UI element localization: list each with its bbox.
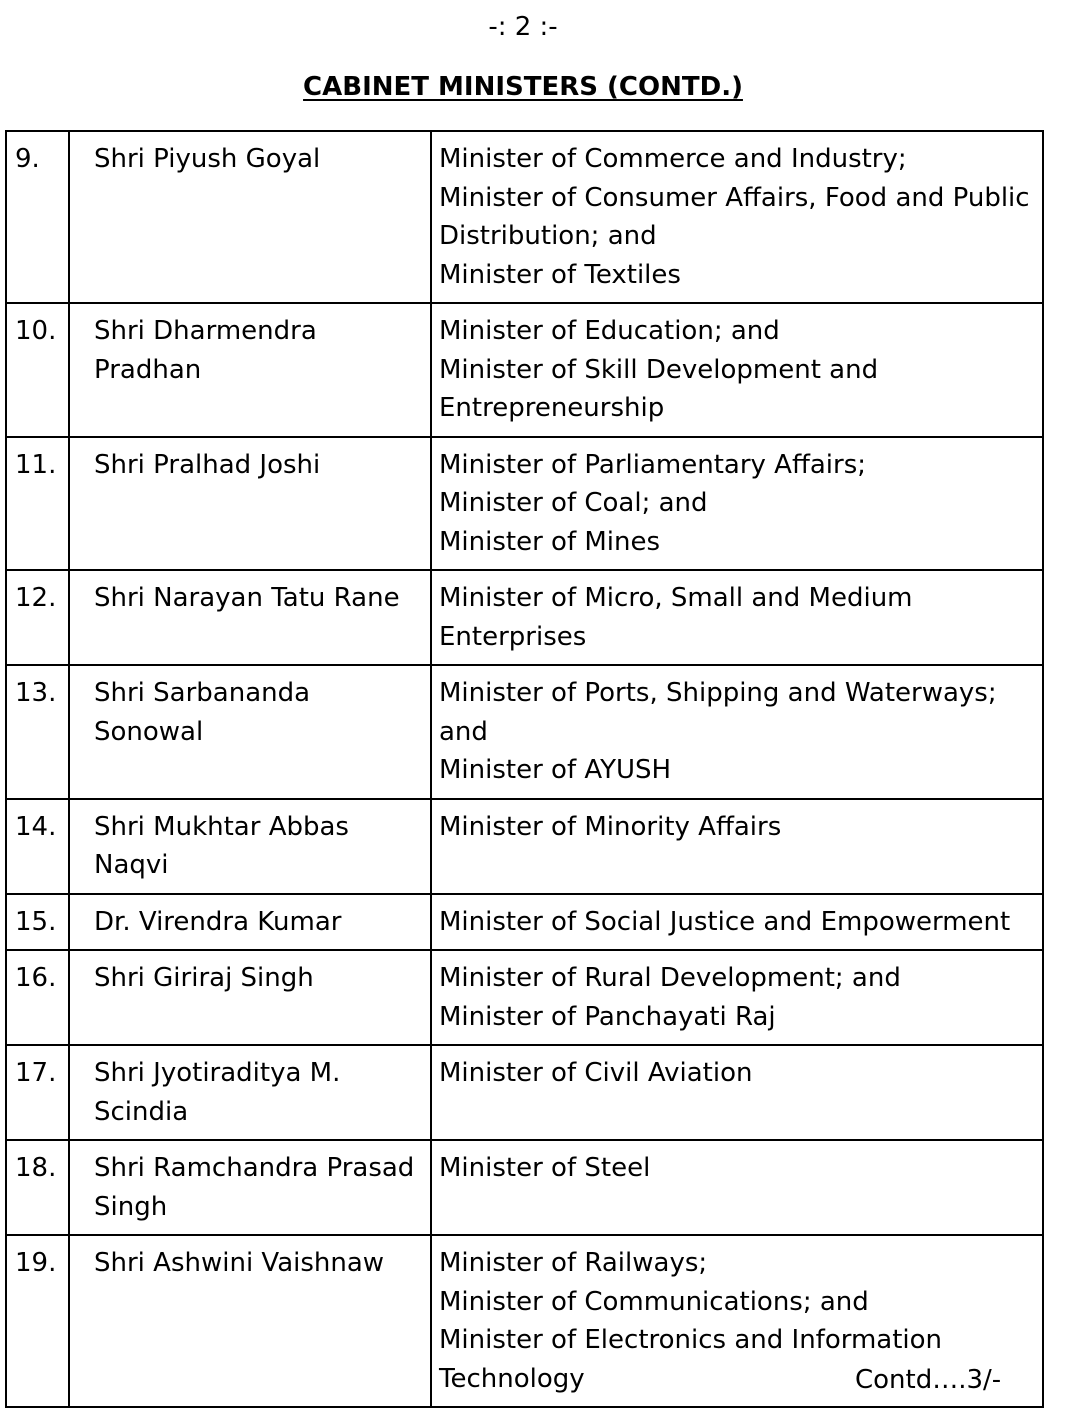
portfolio-cell — [431, 570, 1043, 665]
portfolio-line: Minister of Textiles — [439, 259, 681, 290]
continued-note: Contd….3/- — [855, 1365, 1002, 1395]
table-row — [6, 131, 1043, 303]
portfolio-cell — [431, 131, 1043, 303]
serial-number: 14. — [6, 799, 69, 894]
page-number: -: 2 :- — [488, 12, 558, 42]
minister-name: Shri Ramchandra Prasad Singh — [69, 1140, 431, 1235]
ministers-table — [5, 130, 1044, 1408]
portfolio-line: Minister of Parliamentary Affairs; — [439, 449, 867, 480]
minister-name: Shri Ashwini Vaishnaw — [69, 1235, 431, 1407]
ministers-table-body — [6, 131, 1043, 1407]
serial-number: 19. — [6, 1235, 69, 1407]
portfolio-cell — [431, 1045, 1043, 1140]
portfolio-line: Minister of Education; and — [439, 316, 780, 346]
portfolio-cell — [431, 437, 1043, 571]
minister-name: Shri Jyotiraditya M. Scindia — [69, 1045, 431, 1140]
serial-number: 9. — [6, 131, 69, 303]
portfolio-line: Minister of Ports, Shipping and Waterways; and — [439, 678, 997, 747]
table-row — [6, 894, 1043, 951]
serial-number: 16. — [6, 950, 69, 1045]
portfolio-cell — [431, 799, 1043, 894]
portfolio-cell — [431, 894, 1043, 951]
table-row — [6, 570, 1043, 665]
portfolio-line: Minister of Minority Affairs — [439, 811, 782, 842]
portfolio-cell — [431, 665, 1043, 799]
serial-number: 18. — [6, 1140, 69, 1235]
table-row — [6, 799, 1043, 894]
table-row — [6, 303, 1043, 437]
portfolio-line: Minister of Commerce and Industry; — [439, 144, 907, 174]
serial-number: 13. — [6, 665, 69, 799]
serial-number: 11. — [6, 437, 69, 571]
portfolio-cell — [431, 303, 1043, 437]
serial-number: 15. — [6, 894, 69, 951]
minister-name: Shri Pralhad Joshi — [69, 437, 431, 571]
portfolio-line: Minister of Consumer Affairs, Food and Public Distribution; and — [439, 182, 1030, 251]
portfolio-line: Minister of Rural Development; and — [439, 963, 901, 993]
table-row — [6, 437, 1043, 571]
table-row — [6, 1140, 1043, 1235]
section-title-text: CABINET MINISTERS (CONTD.) — [303, 72, 743, 102]
minister-name: Shri Dharmendra Pradhan — [69, 303, 431, 437]
portfolio-line: Minister of Mines — [439, 526, 661, 557]
portfolio-line: Minister of AYUSH — [439, 755, 672, 785]
portfolio-line: Minister of Social Justice and Empowerment — [439, 906, 1011, 937]
table-row — [6, 665, 1043, 799]
serial-number: 12. — [6, 570, 69, 665]
section-title — [0, 70, 1046, 104]
minister-name: Dr. Virendra Kumar — [69, 894, 431, 951]
minister-name: Shri Giriraj Singh — [69, 950, 431, 1045]
minister-name: Shri Narayan Tatu Rane — [69, 570, 431, 665]
portfolio-line: Minister of Micro, Small and Medium Enterprises — [439, 583, 913, 652]
table-row — [6, 950, 1043, 1045]
portfolio-line: Minister of Civil Aviation — [439, 1058, 753, 1088]
portfolio-cell — [431, 1140, 1043, 1235]
portfolio-line: Minister of Electronics and Information Technology — [439, 1325, 943, 1394]
serial-number: 17. — [6, 1045, 69, 1140]
portfolio-line: Minister of Steel — [439, 1153, 651, 1183]
table-row — [6, 1045, 1043, 1140]
serial-number: 10. — [6, 303, 69, 437]
portfolio-line: Minister of Skill Development and Entrepreneurship — [439, 354, 879, 423]
portfolio-line: Minister of Railways; — [439, 1248, 708, 1278]
portfolio-line: Minister of Communications; and — [439, 1286, 869, 1317]
portfolio-line: Minister of Panchayati Raj — [439, 1001, 776, 1032]
minister-name: Shri Piyush Goyal — [69, 131, 431, 303]
minister-name: Shri Sarbananda Sonowal — [69, 665, 431, 799]
portfolio-cell — [431, 950, 1043, 1045]
portfolio-line: Minister of Coal; and — [439, 488, 708, 518]
minister-name: Shri Mukhtar Abbas Naqvi — [69, 799, 431, 894]
